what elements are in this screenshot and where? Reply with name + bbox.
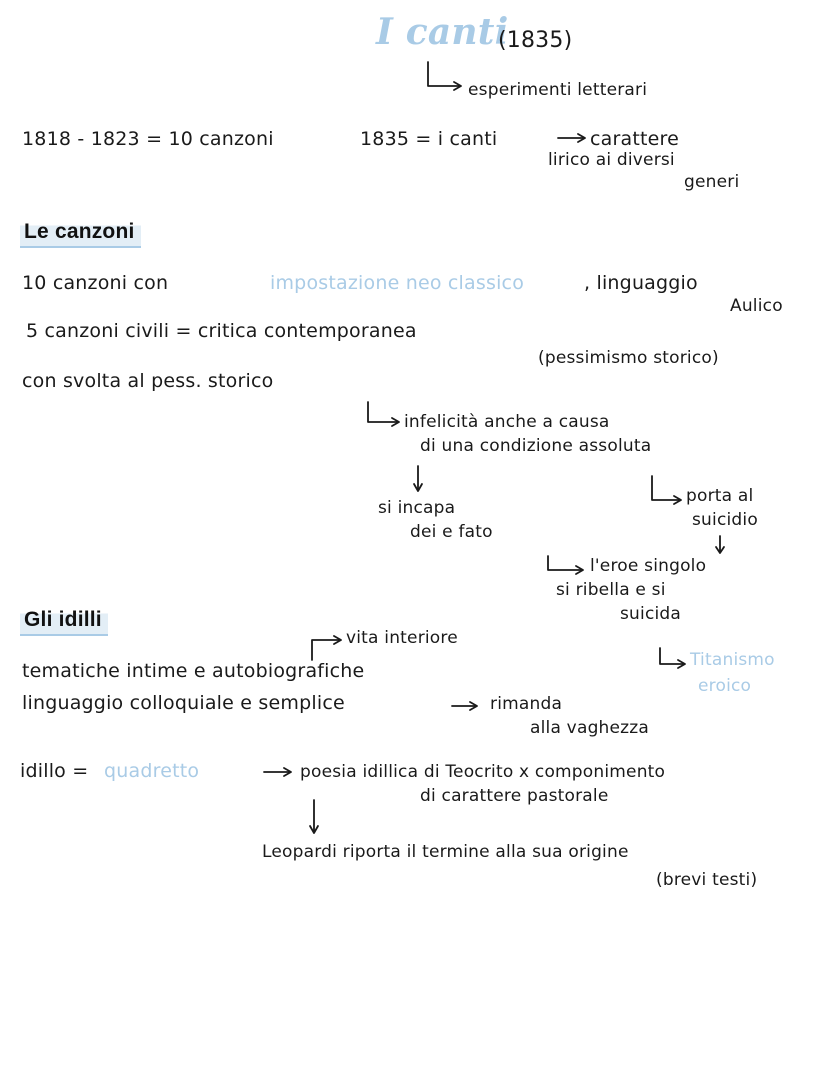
arrowhead-rimanda [470, 702, 477, 710]
canzoni-ribella: si ribella e si [556, 580, 666, 600]
canzoni-infelicita: infelicità anche a causa [404, 412, 610, 432]
idilli-vaghezza: alla vaghezza [530, 718, 650, 738]
arrow-title-subnote [428, 62, 460, 86]
canzoni-dei-fato: dei e fato [410, 522, 493, 542]
canzoni-aulico: Aulico [730, 296, 783, 316]
arrowhead-svolta-infelicita [392, 418, 399, 426]
canzoni-eroe: l'eroe singolo [590, 556, 707, 576]
section-heading-idilli: Gli idilli [20, 608, 108, 636]
canzoni-highlight-impostazione: impostazione neo classico [270, 272, 525, 294]
intro-line-canti: 1835 = i canti [360, 128, 498, 150]
section-heading-canzoni: Le canzoni [20, 220, 141, 248]
canzoni-pessimismo-storico: (pessimismo storico) [538, 348, 719, 368]
canzoni-condizione: di una condizione assoluta [420, 436, 652, 456]
arrowhead-down-suicidio [716, 547, 724, 553]
arrowhead-down-incapa [414, 484, 422, 491]
arrow-eroe [548, 556, 582, 570]
idilli-linguaggio: linguaggio colloquiale e semplice [22, 692, 345, 714]
arrowhead-porta-al [674, 496, 681, 504]
canzoni-incapa: si incapa [378, 498, 456, 518]
idilli-rimanda: rimanda [490, 694, 563, 714]
canzoni-titanismo: Titanismo [690, 650, 775, 670]
arrow-svolta-infelicita [368, 402, 398, 422]
idilli-pastorale: di carattere pastorale [420, 786, 609, 806]
canzoni-line-1b: , linguaggio [584, 272, 698, 294]
arrowhead-canti-carattere [578, 134, 585, 142]
canzoni-porta-al: porta al [686, 486, 754, 506]
idilli-vita-interiore: vita interiore [346, 628, 458, 648]
canzoni-eroico: eroico [698, 676, 752, 696]
canzoni-suicidio: suicidio [692, 510, 758, 530]
intro-carattere: carattere [590, 128, 680, 150]
canzoni-line-civili: 5 canzoni civili = critica contemporanea [26, 320, 417, 342]
arrowhead-title-subnote [454, 82, 461, 90]
page-title: I canti [376, 11, 509, 53]
intro-line-canzoni: 1818 - 1823 = 10 canzoni [22, 128, 274, 150]
title-subnote: esperimenti letterari [468, 80, 648, 100]
idilli-leopardi: Leopardi riporta il termine alla sua origine [262, 842, 629, 862]
idilli-tematiche: tematiche intime e autobiografiche [22, 660, 365, 682]
intro-generi: generi [684, 172, 740, 192]
idilli-idillo: idillo = [20, 760, 89, 782]
arrowhead-titanismo [678, 660, 685, 668]
arrow-vita-interiore [312, 640, 340, 660]
arrow-titanismo [660, 648, 684, 664]
idilli-teocrito: poesia idillica di Teocrito x componimento [300, 762, 666, 782]
arrowhead-vita-interiore [334, 636, 341, 644]
canzoni-line-1a: 10 canzoni con [22, 272, 169, 294]
canzoni-svolta: con svolta al pess. storico [22, 370, 274, 392]
idilli-highlight-quadretto: quadretto [104, 760, 200, 782]
arrowhead-poesia [284, 768, 291, 776]
title-year: (1835) [498, 28, 573, 53]
arrow-porta-al [652, 476, 680, 500]
arrowhead-eroe [576, 566, 583, 574]
intro-lirico: lirico ai diversi [548, 150, 675, 170]
canzoni-suicida: suicida [620, 604, 682, 624]
idilli-brevi-testi: (brevi testi) [656, 870, 758, 890]
arrowhead-down-leopardi [310, 826, 318, 833]
